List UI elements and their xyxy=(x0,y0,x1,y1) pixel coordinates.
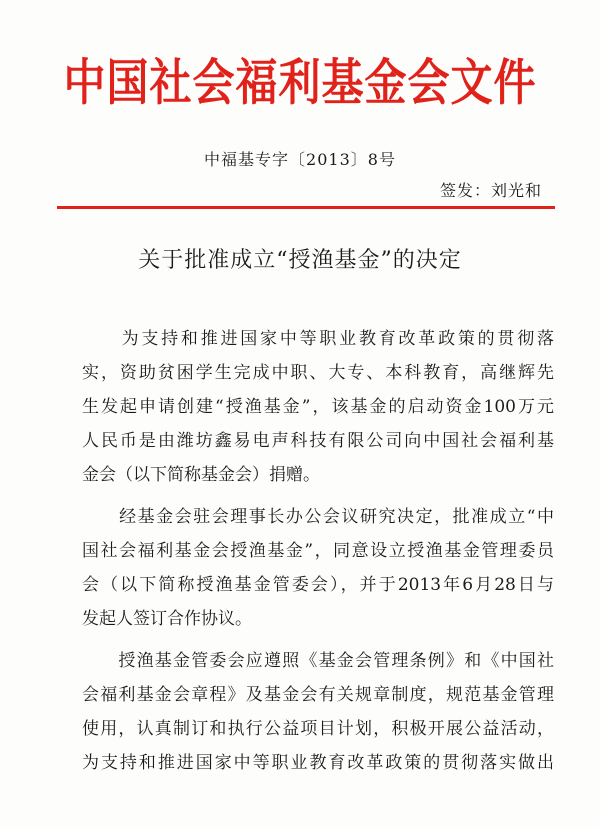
paragraph-line: 会福利基金会章程》及基金会有关规章制度，规范基金管理 xyxy=(82,685,554,705)
signer-line: 签发：刘光和 xyxy=(439,181,542,200)
document-body xyxy=(82,322,554,780)
paragraph-line: 生发起申请创建“授渔基金”，该基金的启动资金100万元 xyxy=(82,397,554,417)
paragraph-line: 经基金会驻会理事长办公会议研究决定，批准成立“中 xyxy=(82,507,554,527)
letterhead-title: 中国社会福利基金会文件 xyxy=(63,53,537,112)
paragraph-line: 为支持和推进国家中等职业教育改革政策的贯彻落 xyxy=(82,329,554,349)
paragraph-line: 使用，认真制订和执行公益项目计划，积极开展公益活动， xyxy=(82,719,554,739)
paragraph-line: 人民币是由潍坊鑫易电声科技有限公司向中国社会福利基 xyxy=(82,431,554,451)
document-title: 关于批准成立“授渔基金”的决定 xyxy=(138,248,462,273)
paragraph-line: 授渔基金管委会应遵照《基金会管理条例》和《中国社 xyxy=(82,651,554,671)
paragraph-line: 国社会福利基金会授渔基金”，同意设立授渔基金管理委员 xyxy=(82,541,554,561)
paragraph-line: 会（以下简称授渔基金管委会），并于2013年6月28日与 xyxy=(82,575,554,595)
paragraph-line: 发起人签订合作协议。 xyxy=(82,609,252,629)
paragraph-line: 实，资助贫困学生完成中职、大专、本科教育，高继辉先 xyxy=(82,363,554,383)
paragraph-line: 金会（以下简称基金会）捐赠。 xyxy=(82,465,320,485)
document-number: 中福基专字〔2013〕8号 xyxy=(204,150,396,169)
letterhead-divider xyxy=(57,206,555,209)
paragraph-line: 为支持和推进国家中等职业教育改革政策的贯彻落实做出 xyxy=(82,753,554,773)
